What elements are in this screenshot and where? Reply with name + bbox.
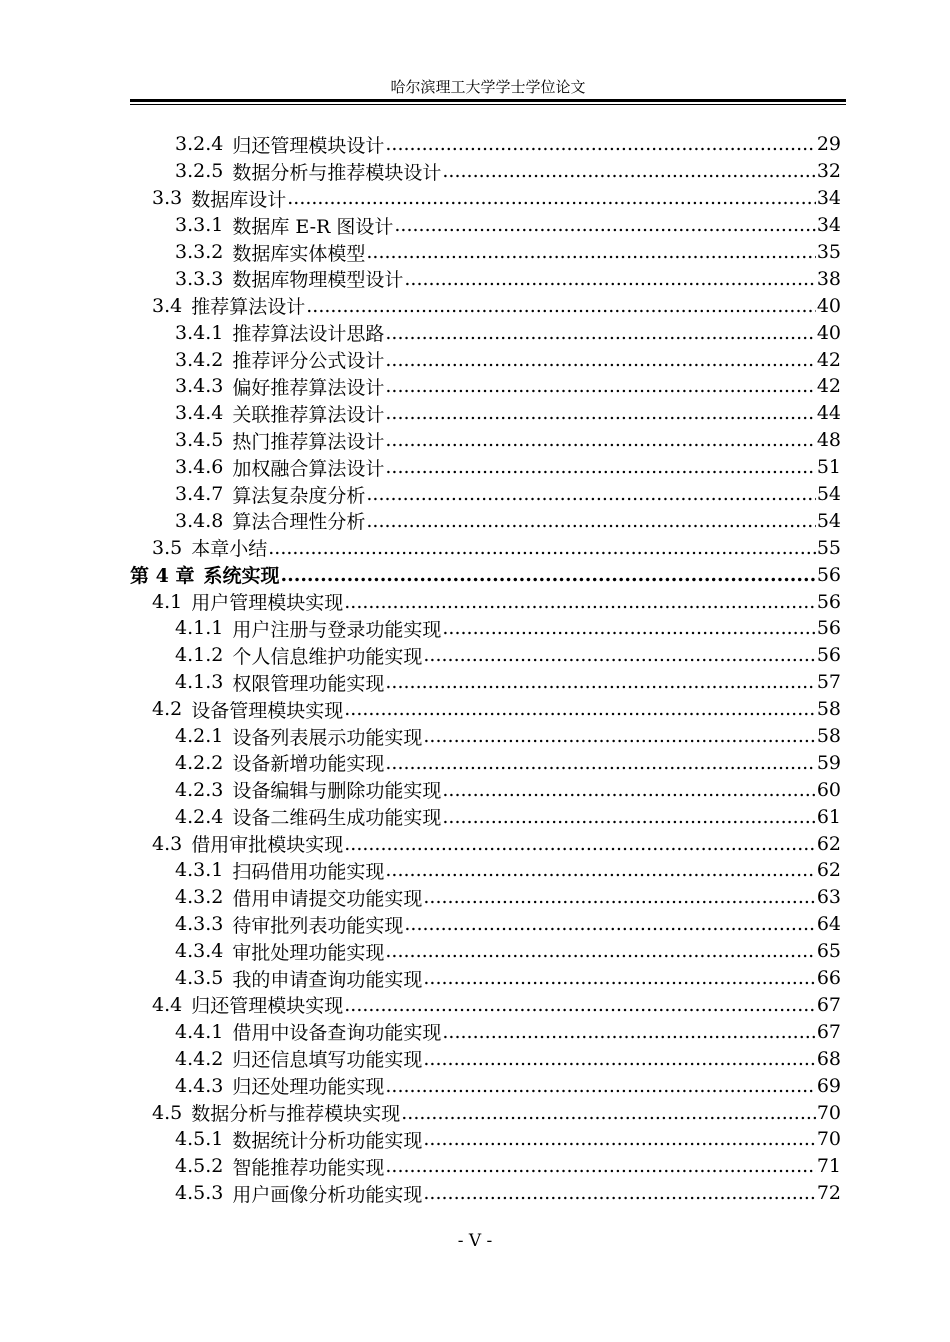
toc-leader-dots (385, 859, 815, 881)
toc-entry[interactable] (130, 1180, 841, 1207)
toc-leader-dots (442, 160, 815, 182)
toc-entry-page: 64 (816, 913, 841, 936)
toc-entry[interactable] (130, 911, 841, 938)
toc-entry-page: 44 (816, 402, 841, 425)
toc-entry-page: 69 (816, 1074, 841, 1097)
toc-entry-number: 4.1.1 (175, 617, 224, 640)
toc-leader-dots (385, 375, 815, 397)
toc-entry-page: 48 (816, 429, 841, 452)
toc-entry-number: 4.4.1 (175, 1020, 224, 1043)
toc-entry-page: 70 (816, 1101, 841, 1124)
toc-entry[interactable] (130, 830, 841, 857)
toc-leader-dots (442, 806, 815, 828)
toc-entry[interactable] (130, 373, 841, 400)
toc-entry[interactable] (130, 1072, 841, 1099)
toc-entry-page: 65 (816, 940, 841, 963)
toc-entry-number: 4.3.2 (175, 886, 224, 909)
toc-entry-page: 40 (816, 294, 841, 317)
toc-entry-number: 4.2.2 (175, 751, 224, 774)
toc-entry-title: 权限管理功能实现 (232, 672, 385, 695)
toc-entry-page: 56 (816, 617, 841, 640)
toc-entry[interactable] (130, 1126, 841, 1153)
toc-entry-number: 3.4.5 (175, 429, 224, 452)
toc-entry-number: 3.4.2 (175, 348, 224, 371)
toc-entry-page: 67 (816, 1020, 841, 1043)
toc-entry[interactable] (130, 507, 841, 534)
table-of-contents (130, 131, 841, 1207)
toc-entry-title: 用户管理模块实现 (191, 592, 344, 615)
toc-entry-title: 智能推荐功能实现 (232, 1156, 385, 1179)
toc-entry-page: 63 (816, 886, 841, 909)
toc-entry-page: 34 (816, 214, 841, 237)
toc-entry-number: 4.1.3 (175, 671, 224, 694)
toc-leader-dots (366, 483, 815, 505)
toc-entry-title: 本章小结 (191, 538, 268, 561)
toc-entry-number: 3.3.3 (175, 267, 224, 290)
toc-entry-title: 待审批列表功能实现 (232, 914, 404, 937)
toc-entry-title: 算法合理性分析 (232, 511, 366, 534)
toc-entry-title: 设备编辑与删除功能实现 (232, 780, 442, 803)
toc-entry-title: 归还管理模块设计 (232, 134, 385, 157)
running-header: 哈尔滨理工大学学士学位论文 (390, 78, 586, 96)
toc-entry-title: 审批处理功能实现 (232, 941, 385, 964)
toc-entry-page: 35 (816, 241, 841, 263)
toc-entry-page: 60 (816, 778, 841, 801)
toc-entry-title: 数据统计分析功能实现 (232, 1129, 423, 1152)
toc-entry[interactable] (130, 1045, 841, 1072)
toc-entry-title: 扫码借用功能实现 (232, 861, 385, 883)
toc-leader-dots (404, 268, 815, 290)
toc-entry-number: 4.2.3 (175, 778, 224, 801)
toc-entry-page: 67 (816, 993, 841, 1016)
toc-entry-page: 59 (816, 751, 841, 774)
toc-entry[interactable] (130, 400, 841, 427)
toc-leader-dots (344, 698, 816, 720)
toc-entry-number: 4.2.4 (175, 805, 224, 828)
toc-leader-dots (442, 617, 815, 639)
toc-entry[interactable] (130, 696, 841, 723)
toc-entry-page: 71 (816, 1155, 841, 1178)
toc-entry-page: 61 (816, 805, 841, 828)
toc-entry-number: 4.3 (152, 832, 183, 855)
toc-entry-title: 算法复杂度分析 (232, 484, 366, 507)
toc-entry-number: 4.1 (152, 590, 183, 613)
toc-leader-dots (366, 241, 815, 263)
toc-entry-title: 用户画像分析功能实现 (232, 1183, 423, 1206)
toc-entry-title: 数据分析与推荐模块设计 (232, 161, 442, 184)
toc-entry[interactable] (130, 185, 841, 212)
toc-entry-number: 4.3.1 (175, 859, 224, 882)
toc-entry-title: 数据库物理模型设计 (232, 269, 404, 292)
toc-leader-dots (344, 833, 816, 855)
toc-entry-title: 数据分析与推荐模块实现 (191, 1103, 401, 1126)
toc-entry-title: 推荐算法设计思路 (232, 323, 385, 346)
toc-entry-title: 设备二维码生成功能实现 (232, 807, 442, 830)
toc-entry-number: 3.5 (152, 536, 183, 559)
toc-entry-page: 62 (816, 832, 841, 855)
page-number: - V - (457, 1231, 493, 1251)
toc-entry[interactable] (130, 239, 841, 266)
toc-leader-dots (423, 725, 815, 747)
toc-entry-title: 个人信息维护功能实现 (232, 645, 423, 668)
toc-entry-title: 数据库实体模型 (232, 242, 366, 265)
toc-entry-title: 借用申请提交功能实现 (232, 887, 423, 910)
toc-entry-page: 40 (816, 321, 841, 344)
toc-entry[interactable] (130, 965, 841, 992)
toc-entry[interactable] (130, 1018, 841, 1045)
toc-leader-dots (385, 402, 815, 424)
toc-entry-page: 54 (816, 483, 841, 506)
toc-entry[interactable] (130, 749, 841, 776)
toc-entry-title: 借用审批模块实现 (191, 834, 344, 857)
toc-entry-number: 4.3.5 (175, 967, 224, 990)
toc-entry[interactable] (130, 158, 841, 185)
toc-entry-number: 3.2.4 (175, 133, 224, 156)
toc-entry-title: 数据库设计 (191, 188, 287, 211)
toc-leader-dots (385, 322, 815, 344)
toc-leader-dots (423, 1048, 815, 1070)
toc-entry-number: 4.4.2 (175, 1047, 224, 1070)
toc-entry-title: 我的申请查询功能实现 (232, 968, 423, 991)
toc-entry-page: 34 (816, 187, 841, 210)
toc-leader-dots (442, 1021, 815, 1043)
toc-entry[interactable] (130, 857, 841, 884)
toc-leader-dots (401, 1102, 816, 1124)
toc-entry-title: 关联推荐算法设计 (232, 403, 385, 426)
toc-entry[interactable] (130, 1153, 841, 1180)
toc-entry-title: 用户注册与登录功能实现 (232, 618, 442, 641)
toc-entry[interactable] (130, 642, 841, 669)
toc-entry-title: 设备新增功能实现 (232, 753, 385, 776)
toc-entry[interactable] (130, 992, 841, 1019)
toc-entry-title: 设备管理模块实现 (191, 699, 344, 722)
toc-entry-number: 第 4 章 (130, 565, 195, 588)
toc-entry[interactable] (130, 561, 841, 588)
toc-leader-dots (385, 940, 815, 962)
toc-entry-number: 4.1.2 (175, 644, 224, 667)
toc-entry-title: 归还管理模块实现 (191, 995, 344, 1018)
toc-entry-number: 3.4.7 (175, 483, 224, 506)
toc-entry[interactable] (130, 346, 841, 373)
toc-entry[interactable] (130, 265, 841, 292)
toc-entry[interactable] (130, 292, 841, 319)
toc-entry-title: 设备列表展示功能实现 (232, 726, 423, 749)
toc-entry-number: 3.4 (152, 294, 183, 317)
toc-entry-page: 38 (816, 267, 841, 290)
toc-entry-page: 29 (816, 133, 841, 156)
toc-entry[interactable] (130, 319, 841, 346)
toc-entry-number: 3.4.6 (175, 456, 224, 479)
toc-entry-page: 72 (816, 1182, 841, 1205)
toc-entry-page: 42 (816, 375, 841, 398)
toc-entry-title: 加权融合算法设计 (232, 457, 385, 480)
toc-entry-title: 数据库 E-R 图设计 (232, 215, 394, 238)
toc-leader-dots (394, 214, 815, 236)
toc-entry-title: 热门推荐算法设计 (232, 430, 385, 453)
toc-entry-number: 3.3.1 (175, 214, 224, 237)
toc-leader-dots (385, 133, 815, 155)
toc-entry-number: 4.2 (152, 698, 183, 721)
toc-entry-title: 归还信息填写功能实现 (232, 1049, 423, 1072)
toc-entry-title: 推荐评分公式设计 (232, 350, 385, 373)
toc-entry[interactable] (130, 454, 841, 481)
toc-entry-number: 3.4.3 (175, 375, 224, 398)
toc-entry-page: 66 (816, 967, 841, 990)
toc-leader-dots (442, 779, 815, 801)
toc-entry[interactable] (130, 427, 841, 454)
toc-entry[interactable] (130, 776, 841, 803)
toc-leader-dots (344, 591, 816, 613)
toc-entry[interactable] (130, 534, 841, 561)
toc-leader-dots (280, 564, 815, 586)
toc-entry-number: 4.3.3 (175, 913, 224, 936)
toc-leader-dots (404, 913, 815, 935)
toc-entry-page: 57 (816, 671, 841, 694)
toc-entry[interactable] (130, 938, 841, 965)
toc-entry-number: 3.3.2 (175, 241, 224, 263)
toc-leader-dots (423, 1128, 815, 1150)
toc-entry-page: 58 (816, 698, 841, 721)
toc-leader-dots (423, 1182, 815, 1204)
toc-entry-page: 58 (816, 725, 841, 748)
toc-entry-number: 4.5.3 (175, 1182, 224, 1205)
toc-entry-number: 3.4.4 (175, 402, 224, 425)
toc-leader-dots (366, 510, 815, 532)
toc-entry[interactable] (130, 884, 841, 911)
toc-entry-number: 4.5.2 (175, 1155, 224, 1178)
toc-entry-page: 54 (816, 509, 841, 532)
toc-entry-page: 55 (816, 536, 841, 559)
toc-entry-number: 3.4.8 (175, 509, 224, 532)
toc-entry-page: 68 (816, 1047, 841, 1070)
toc-entry[interactable] (130, 588, 841, 615)
toc-leader-dots (344, 994, 816, 1016)
toc-entry-number: 4.5 (152, 1101, 183, 1124)
toc-leader-dots (423, 644, 815, 666)
toc-entry-page: 62 (816, 859, 841, 882)
toc-leader-dots (385, 1075, 815, 1097)
toc-leader-dots (306, 295, 816, 317)
toc-entry-number: 3.2.5 (175, 160, 224, 183)
toc-entry-title: 偏好推荐算法设计 (232, 376, 385, 399)
toc-entry[interactable] (130, 131, 841, 158)
toc-entry-number: 3.3 (152, 187, 183, 210)
toc-entry-number: 4.3.4 (175, 940, 224, 963)
toc-leader-dots (423, 967, 815, 989)
toc-entry-number: 4.4.3 (175, 1074, 224, 1097)
toc-leader-dots (385, 1155, 815, 1177)
toc-entry-page: 56 (816, 563, 841, 586)
toc-entry-title: 归还处理功能实现 (232, 1076, 385, 1099)
header-rule-thick (130, 99, 846, 102)
toc-leader-dots (287, 187, 816, 209)
toc-entry[interactable] (130, 481, 841, 508)
toc-entry-page: 42 (816, 348, 841, 371)
toc-entry-number: 4.5.1 (175, 1128, 224, 1151)
toc-entry-title: 推荐算法设计 (191, 296, 306, 319)
toc-entry-title: 系统实现 (203, 565, 280, 588)
toc-entry[interactable] (130, 615, 841, 642)
header-rule-thin (130, 104, 846, 105)
toc-entry[interactable] (130, 212, 841, 239)
toc-leader-dots (385, 456, 815, 478)
toc-leader-dots (385, 429, 815, 451)
toc-entry-page: 70 (816, 1128, 841, 1151)
toc-entry-number: 4.4 (152, 993, 183, 1016)
toc-entry[interactable] (130, 669, 841, 696)
toc-leader-dots (268, 537, 816, 559)
toc-leader-dots (385, 671, 815, 693)
toc-entry[interactable] (130, 1099, 841, 1126)
toc-entry-page: 56 (816, 590, 841, 613)
toc-leader-dots (385, 752, 815, 774)
toc-leader-dots (385, 349, 815, 371)
toc-entry-page: 32 (816, 160, 841, 183)
toc-entry-page: 56 (816, 644, 841, 667)
toc-entry[interactable] (130, 723, 841, 750)
toc-entry-number: 3.4.1 (175, 321, 224, 344)
toc-entry-title: 借用中设备查询功能实现 (232, 1022, 442, 1045)
toc-entry-number: 4.2.1 (175, 725, 224, 748)
toc-entry-page: 51 (816, 456, 841, 479)
toc-leader-dots (423, 886, 815, 908)
toc-entry[interactable] (130, 803, 841, 830)
